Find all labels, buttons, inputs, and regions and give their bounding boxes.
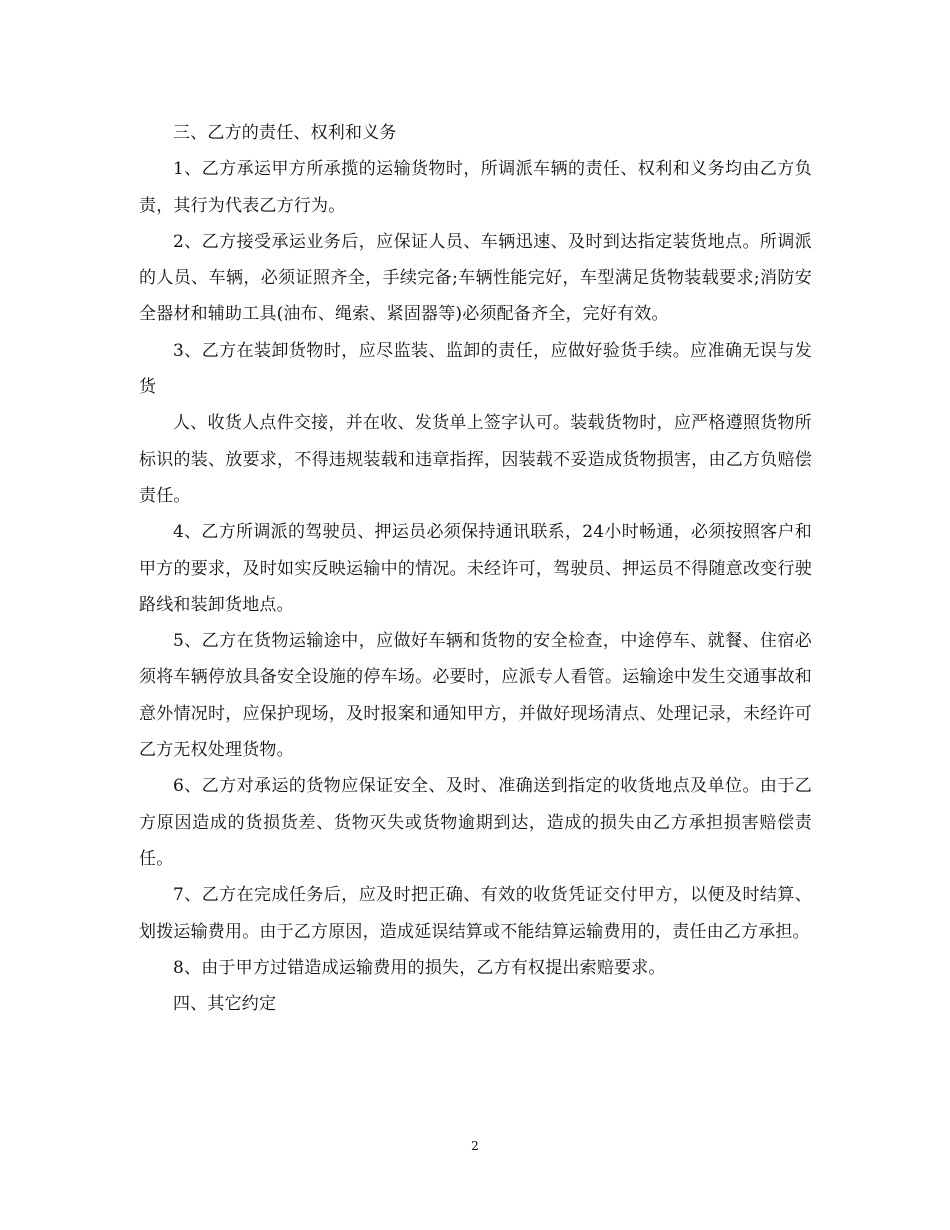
section-heading-4: 四、其它约定 [173,994,277,1015]
clause-6: 6、乙方对承运的货物应保证安全、及时、准确送到指定的收货地点及单位。由于乙方原因造成的货损货差、货物灭失或货物逾期到达，造成的损失由乙方承担损害赔偿责任。 [139,776,812,869]
clause-7: 7、乙方在完成任务后，应及时把正确、有效的收货凭证交付甲方，以便及时结算、划拨运输费用。由于乙方原因，造成延误结算或不能结算运输费用的，责任由乙方承担。 [139,885,812,942]
clause-8: 8、由于甲方过错造成运输费用的损失，乙方有权提出索赔要求。 [173,957,666,978]
clause-2: 2、乙方接受承运业务后，应保证人员、车辆迅速、及时到达指定装货地点。所调派的人员、车辆，必须证照齐全，手续完备;车辆性能完好，车型满足货物装载要求;消防安全器材和辅助工具(油布、绳索、紧固器等)必须配备齐全，完好有效。 [139,231,812,325]
clause-4: 4、乙方所调派的驾驶员、押运员必须保持通讯联系，24小时畅通，必须按照客户和甲方的要求，及时如实反映运输中的情况。未经许可，驾驶员、押运员不得随意改变行驶路线和装卸货地点。 [139,522,812,615]
section-heading-3: 三、乙方的责任、权利和义务 [173,123,397,143]
clause-5: 5、乙方在货物运输途中，应做好车辆和货物的安全检查，中途停车、就餐、住宿必须将车辆停放具备安全设施的停车场。必要时，应派专人看管。运输途中发生交通事故和意外情况时，应保护现场，及时报案和通知甲方，并做好现场清点、处理记录，未经许可乙方无权处理货物。 [139,631,812,761]
clause-3-continuation: 人、收货人点件交接，并在收、发货单上签字认可。装载货物时，应严格遵照货物所标识的装、放要求，不得违规装载和违章指挥，因装载不妥造成货物损害，由乙方负赔偿责任。 [139,413,812,506]
clause-1: 1、乙方承运甲方所承揽的运输货物时，所调派车辆的责任、权利和义务均由乙方负责，其行为代表乙方行为。 [139,159,812,216]
clause-3: 3、乙方在装卸货物时，应尽监装、监卸的责任，应做好验货手续。应准确无误与发货 [139,340,812,398]
document-body [139,115,812,1022]
page-number: 2 [471,1139,479,1153]
